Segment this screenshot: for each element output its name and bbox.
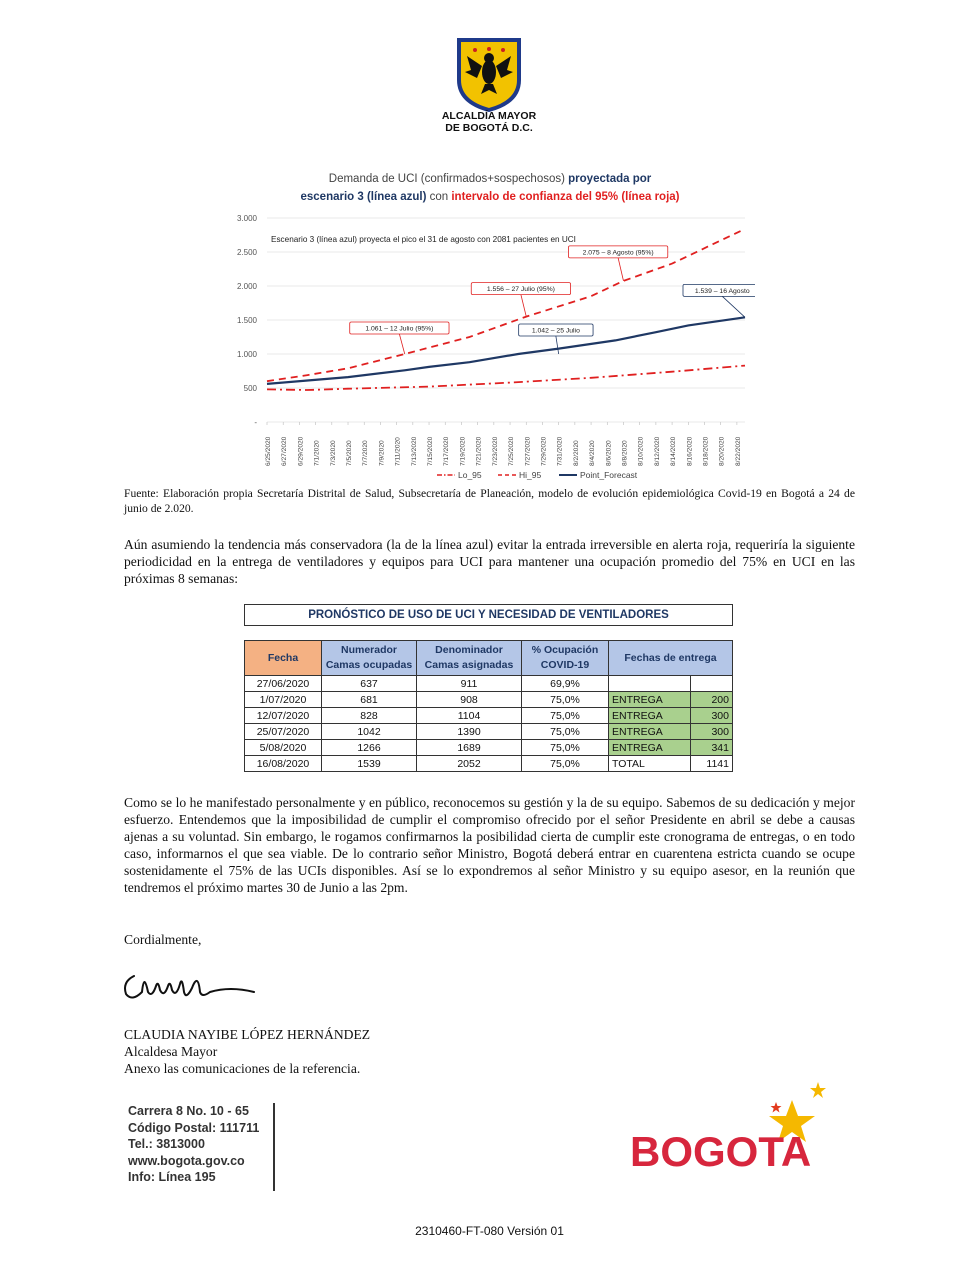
address-block: [128, 1103, 259, 1186]
cell-fecha: 27/06/2020: [245, 676, 322, 692]
x-tick-label: 7/3/2020: [329, 440, 337, 466]
y-axis-ticks: [237, 214, 258, 427]
x-tick-label: 7/15/2020: [427, 436, 435, 466]
cell-denominador: 1689: [417, 740, 522, 756]
callout-pointer: [556, 336, 559, 354]
chart-title-line-2: escenario 3 (línea azul) con intervalo de confianza del 95% (línea roja): [300, 191, 680, 203]
cell-numerador: 1539: [322, 756, 417, 772]
bogota-logo: [630, 1080, 830, 1180]
organization-line-2: DE BOGOTÁ D.C.: [445, 122, 533, 134]
cell-denominador: 908: [417, 692, 522, 708]
cell-entrega-qty: 300: [690, 724, 732, 740]
signer-block: [124, 1026, 370, 1077]
header-denominador: Denominador Camas asignadas: [417, 641, 522, 676]
form-code: 2310460-FT-080 Versión 01: [415, 1224, 564, 1238]
x-tick-label: 7/17/2020: [443, 436, 451, 466]
table-row: [245, 724, 733, 740]
cell-numerador: 637: [322, 676, 417, 692]
x-tick-label: 8/12/2020: [653, 436, 661, 466]
chart-grid: [267, 218, 745, 422]
cell-ocupacion: 75,0%: [522, 724, 609, 740]
cell-entrega-qty: [690, 676, 732, 692]
cell-denominador: 1390: [417, 724, 522, 740]
x-tick-label: 8/16/2020: [686, 436, 694, 466]
phone: Tel.: 3813000: [128, 1137, 205, 1151]
table-row: [245, 740, 733, 756]
header-ocupacion: % Ocupación COVID-19: [522, 641, 609, 676]
x-tick-label: 7/1/2020: [313, 440, 321, 466]
cell-denominador: 911: [417, 676, 522, 692]
icu-demand-chart: [225, 160, 755, 490]
chart-annotation: Escenario 3 (línea azul) proyecta el pico el 31 de agosto con 2081 pacientes en UCI: [271, 235, 576, 244]
x-tick-label: 8/20/2020: [718, 436, 726, 466]
cell-ocupacion: 75,0%: [522, 740, 609, 756]
x-tick-label: 7/29/2020: [540, 436, 548, 466]
chart-legend: [437, 470, 638, 480]
cell-fecha: 5/08/2020: [245, 740, 322, 756]
series-line-point-forecast: [267, 317, 745, 384]
cell-numerador: 828: [322, 708, 417, 724]
y-tick-label: 1.000: [236, 350, 257, 359]
x-tick-label: 7/7/2020: [362, 440, 370, 466]
chart-series: [267, 229, 745, 390]
x-tick-label: 8/8/2020: [621, 440, 629, 466]
header-fechas-entrega: Fechas de entrega: [609, 641, 733, 676]
cell-entrega-qty: 200: [690, 692, 732, 708]
signer-role: Alcaldesa Mayor: [124, 1044, 218, 1059]
x-tick-label: 7/27/2020: [524, 436, 532, 466]
info-line: Info: Línea 195: [128, 1170, 216, 1184]
y-tick-label: 500: [243, 384, 257, 393]
callout-label: 1.042 – 25 Julio: [531, 327, 580, 335]
chart-title-line-1: Demanda de UCI (confirmados+sospechosos) proyectada por: [328, 173, 652, 185]
paragraph-intro: Aún asumiendo la tendencia más conservadora (la de la línea azul) evitar la entrada irreversible en alerta roja, requeriría la siguiente periodicidad en la entrega de ventiladores y equipos para UCI para mantener una ocupación promedio del 75% en UCI en las próximas 8 semanas:: [124, 537, 855, 586]
cell-denominador: 2052: [417, 756, 522, 772]
x-tick-label: 8/2/2020: [572, 440, 580, 466]
signer-name: CLAUDIA NAYIBE LÓPEZ HERNÁNDEZ: [124, 1027, 371, 1042]
callout-label: 1.539 – 16 Agosto: [694, 287, 750, 295]
cell-ocupacion: 75,0%: [522, 708, 609, 724]
legend-label: Hi_95: [519, 470, 542, 480]
organization-line-1: ALCALDÍA MAYOR: [441, 110, 537, 122]
callout-label: 1.061 – 12 Julio (95%): [365, 325, 434, 333]
x-tick-label: 7/19/2020: [459, 436, 467, 466]
legend-label: Lo_95: [458, 470, 482, 480]
x-tick-label: 7/25/2020: [508, 436, 516, 466]
cell-fecha: 25/07/2020: [245, 724, 322, 740]
y-tick-label: 1.500: [236, 316, 257, 325]
x-tick-label: 7/11/2020: [394, 437, 402, 466]
callout-pointer: [618, 258, 623, 281]
cell-entrega-label: [609, 676, 691, 692]
x-tick-label: 7/9/2020: [378, 440, 386, 466]
website: www.bogota.gov.co: [128, 1153, 245, 1168]
cell-fecha: 12/07/2020: [245, 708, 322, 724]
cell-entrega-qty: 300: [690, 708, 732, 724]
cell-denominador: 1104: [417, 708, 522, 724]
x-tick-label: 8/6/2020: [605, 440, 613, 466]
closing-salutation: Cordialmente,: [124, 932, 202, 947]
organization-name: [400, 110, 578, 134]
logo-text: BOGOTA: [630, 1128, 812, 1175]
handwritten-signature: [120, 962, 260, 1010]
cell-numerador: 1042: [322, 724, 417, 740]
callout-pointer: [521, 295, 526, 317]
x-tick-label: 7/21/2020: [475, 436, 483, 466]
x-tick-label: 8/10/2020: [637, 436, 645, 466]
forecast-table: [244, 604, 733, 772]
cell-entrega-qty: 1141: [690, 756, 732, 772]
cell-numerador: 681: [322, 692, 417, 708]
x-tick-label: 8/4/2020: [589, 440, 597, 466]
header-fecha: Fecha: [245, 641, 322, 676]
cell-ocupacion: 69,9%: [522, 676, 609, 692]
chart-source-note: Fuente: Elaboración propia Secretaría Distrital de Salud, Subsecretaría de Planeación, modelo de evolución epidemiológica Covid-19 en Bogotá a 24 de junio de 2.020.: [124, 487, 855, 515]
x-tick-label: 6/25/2020: [265, 436, 272, 466]
address-divider: [273, 1103, 275, 1191]
callout-pointer: [722, 296, 745, 317]
postal-code: Código Postal: 111711: [128, 1120, 260, 1135]
city-coat-of-arms: [455, 36, 523, 112]
y-tick-label: 2.500: [236, 248, 257, 257]
x-tick-label: 6/27/2020: [281, 436, 289, 466]
paragraph-body: Como se lo he manifestado personalmente y en público, reconocemos su gestión y la de su equipo. Sabemos de su dedicación y mejor esfuerzo. Entendemos que la imposibilidad de cumplir el compromiso ofrecido por el señor Presidente en abril se debe a causas ajenas a su voluntad. Sin embargo, le rogamos confirmarnos la posibilidad cierta de cumplir este cronograma de entregas, o en todo caso, informarnos el que sea viable. De lo contrario señor Ministro, Bogotá deberá entrar en cuarentena estricta cuando se ocupe sostenidamente el 75% de las UCIs disponibles. Así se lo expondremos al señor Ministro y su equipo asesor, en la reunión que tendremos el próximo martes 30 de Junio a las 2pm.: [124, 795, 855, 895]
x-tick-label: 8/14/2020: [670, 436, 678, 466]
callout-label: 1.556 – 27 Julio (95%): [486, 286, 555, 294]
cell-ocupacion: 75,0%: [522, 692, 609, 708]
table-row: [245, 676, 733, 692]
x-tick-label: 8/18/2020: [702, 436, 710, 466]
chart-callouts: [350, 246, 755, 354]
cell-entrega-label: ENTREGA: [609, 692, 691, 708]
x-tick-label: 8/22/2020: [734, 436, 742, 466]
legend-label: Point_Forecast: [580, 470, 638, 480]
y-tick-label: 2.000: [236, 282, 257, 291]
x-tick-label: 7/23/2020: [491, 436, 499, 466]
cell-entrega-label: ENTREGA: [609, 708, 691, 724]
cell-entrega-qty: 341: [690, 740, 732, 756]
signer-note: Anexo las comunicaciones de la referencia.: [124, 1061, 361, 1076]
header-numerador: Numerador Camas ocupadas: [322, 641, 417, 676]
cell-entrega-label: ENTREGA: [609, 724, 691, 740]
x-tick-label: 7/13/2020: [410, 436, 418, 466]
x-tick-label: 6/29/2020: [297, 436, 305, 466]
cell-entrega-label: ENTREGA: [609, 740, 691, 756]
table-row: [245, 692, 733, 708]
table-row: [245, 708, 733, 724]
cell-ocupacion: 75,0%: [522, 756, 609, 772]
table-row: [245, 756, 733, 772]
cell-fecha: 1/07/2020: [245, 692, 322, 708]
cell-numerador: 1266: [322, 740, 417, 756]
chart-title: [300, 173, 679, 203]
address-line: Carrera 8 No. 10 - 65: [128, 1104, 249, 1118]
x-tick-label: 7/31/2020: [556, 436, 564, 466]
x-axis-ticks: [265, 422, 742, 466]
cell-fecha: 16/08/2020: [245, 756, 322, 772]
y-tick-label: -: [254, 418, 257, 427]
table-title: PRONÓSTICO DE USO DE UCI Y NECESIDAD DE VENTILADORES: [245, 605, 733, 626]
y-tick-label: 3.000: [236, 214, 257, 223]
table-spacer: [245, 626, 733, 641]
cell-entrega-label: TOTAL: [609, 756, 691, 772]
callout-label: 2.075 – 8 Agosto (95%): [582, 249, 654, 257]
callout-pointer: [399, 334, 404, 354]
x-tick-label: 7/5/2020: [346, 440, 354, 466]
